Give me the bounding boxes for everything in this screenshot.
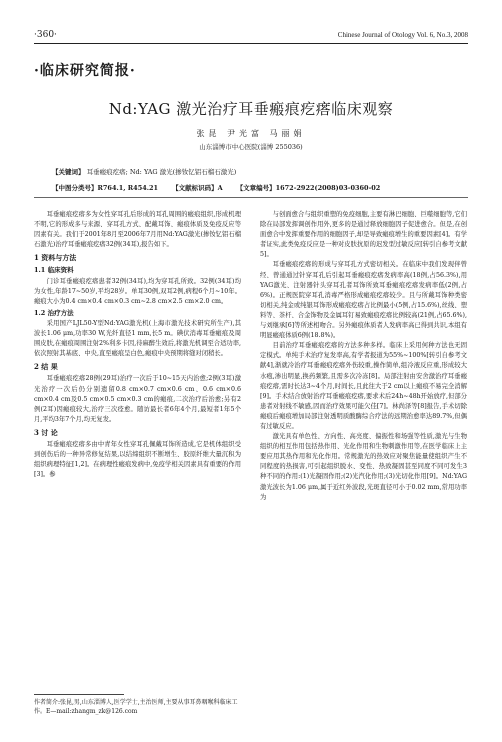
discussion-paragraph: 耳垂瘢痕疙瘩多由中青年女性穿耳孔佩戴耳饰所造成,它是机体组织受到创伤后的一种异常修复结果,以结缔组织不断增生、胶原纤维大量沉积为组织病理特征[1,2]。在病理性瘢痕发病中,免疫学相关因素具有重要的作用[3]。参 (34, 440, 241, 479)
article-value: 1672-2922(2008)03-0360-02 (275, 184, 381, 192)
header-rule (34, 43, 468, 44)
heading-clinical-data: 1.1 临床资料 (34, 266, 74, 275)
meta-rule (34, 197, 468, 198)
clc (52, 183, 158, 192)
page-number: ·360· (34, 30, 57, 40)
right-paragraph-2: 耳垂瘢痕疙瘩的形成与穿耳孔方式密切相关。在临床中我们发现伴曾经、曾通通过针穿耳孔后引起耳垂瘢痕疙瘩发病率高(18例,占56.3%),用YAG激光、注射器针头穿耳孔者耳饰所致耳垂瘢痕疙瘩发病率低(2例,占6%)。正规医院穿耳孔消毒严格形成瘢痕疙瘩较少。且与所戴耳饰种类密切相关,纯金或纯银耳饰形成瘢痕疙瘩占比例最小(5例,占15.6%),丝线、塑料等、茶杆、合金饰物及金属耳钉易致瘢痕疙瘩比例较高(21例,占65.6%),与刘继承[6]等所述相吻合。另外瘢痕体质者人发病率高已得到共识,本组有明显瘢痕体质6例(18.8%)。 (260, 261, 467, 340)
article-label: 【文章编号】 (236, 184, 276, 192)
keywords-line (52, 167, 468, 176)
results-paragraph: 耳垂瘢痕疙瘩28例(29耳)治疗一次后于10~15天内治愈;2例(3耳)激光治疗一次后仍分别遗留0.8 cm×0.7 cm×0.6 cm、0.6 cm×0.6 cm×0.4 cm及0.5 cm×0.5 cm×0.3 cm的瘢痕,二次治疗后治愈;另有2例(2耳)因瘢痕较大,治疗三次痊愈。随访最长者6年4个月,最短者1年5个月,平均3年7个月,均无复发。 (34, 375, 241, 423)
right-column (260, 210, 467, 503)
doc-code (172, 183, 223, 192)
clinical-data-paragraph: 门诊耳垂瘢痕疙瘩患者32例(34耳),均为穿耳孔所致。32例(34耳)均为女性,年龄17~50岁,平均28岁。单耳30例,双耳2例,病程6个月~10年。瘢痕大小为0.4 cm×0.4 cm×0.3 cm~2.8 cm×2.5 cm×2.0 cm。 (34, 277, 241, 305)
heading-results: 2 结 果 (34, 362, 58, 372)
article-title: Nd:YAG 激光治疗耳垂瘢痕疙瘩临床观察 (108, 100, 394, 118)
doc-label: 【文献标识码】 (172, 184, 218, 192)
section-tag: ·临床研究简报· (34, 63, 136, 79)
treatment-paragraph: 采用国产LJL50-Y型Nd:YAG激光机(上海市激光技术研究所生产),其波长1.06 μm,功率30 W,光纤直径1 mm,长5 m。碘伏消毒耳垂瘢痕及周围皮肤,在瘢痕周围注射2%利多卡因,待麻醉生效后,将激光机调至合适功率,依次照射其基底、中央,直至瘢痕呈白色,瘢痕中央预期将缝对闭稍长。 (34, 319, 241, 358)
classification-line (52, 183, 468, 192)
article-number (237, 183, 381, 192)
intro-paragraph: 耳垂瘢痕疙瘩多为女性穿耳孔后形成的耳孔周围的瘢痕组织,形成机理不明,它的形成多与来源、穿耳孔方式、配戴耳饰、瘢痕体质及免疫反应等因素有关。我们于2001年8月至2006年7月用Nd:YAG激光(掺钕钇铝石榴石激光)治疗耳垂瘢痕疙瘩32例(34耳),报告如下。 (34, 211, 241, 249)
heading-methods: 1 资料与方法 (34, 253, 77, 263)
right-paragraph-1: 与创面愈合与组织重塑的免疫细胞,主要有淋巴细胞、巨噬细胞等,它们除在局部发挥调创作用外,更多的是通过释放细胞因子促进愈合。但是,在创面愈合中发挥重要作用的细胞因子,却是导致瘢痕增生的重要因素[4]。有学者证实,此类免疫反应是一种对皮肤抗原的迟发型过敏反应[转引自参考文献5]。 (260, 211, 467, 259)
heading-treatment: 1.2 治疗方法 (34, 308, 74, 317)
authors: 张昆 尹光富 马丽娟 (196, 129, 306, 138)
affiliation: 山东淄博市中心医院(淄博 255036) (199, 143, 303, 151)
heading-discussion: 3 讨 论 (34, 427, 58, 437)
right-paragraph-4: 激光具有单色性、方向性、高亮度、偏振性和场强等性质,激光与生物组织的相互作用包括热作用、光化作用和生物刺激作用等,在医学临床上主要应用其热作用和光化作用。常规激光的热效应对聚焦能量使组织产生不同程度的热损害,可引起组织脱水、变性、热致凝固甚至同度不同可发生3种不同的作用:(1)光凝固作用;(2)光汽化作用;(3)光切化作用[9]。Nd:YAG激光波长为1.06 μm,属于近红外波段,光斑直径可小于0.02 mm,常用功率为 (260, 433, 467, 501)
footnote-rule (34, 694, 124, 695)
author-footnote: 作者简介:张昆,男,山东淄博人,医学学士,主治医师,主要从事耳鼻咽喉科临床工作。E—mail:zhangm_zk@126.com (34, 699, 238, 715)
keywords-label: 【关键词】 (52, 168, 85, 176)
clc-value: R764.1, R454.21 (97, 184, 159, 192)
left-column (34, 210, 241, 480)
keywords: 耳垂瘢痕疙瘩; Nd: YAG 激光(掺钕钇铝石榴石激光) (86, 168, 237, 176)
doc-value: A (217, 184, 223, 192)
clc-label: 【中图分类号】 (52, 184, 98, 192)
right-paragraph-3: 目前治疗耳垂瘢痕疙瘩的方法多种多样。临床上采用何种方法也无固定模式。单纯手术治疗复发率高,有学者报道为55%~100%[转引自参考文献4],渐就冷治疗耳垂瘢痕疙瘩外伤较重,操作简单,组冷液反应重,形成较大水疱,渗出明显,换药频繁,且需多次冷冻[8]。局部注射由安舍激治疗耳垂瘢痕疙瘩,需时长达3~4个月,时间长,且此往大于2 cm以上瘢痕不易完全消解[9]。手术结合放射治疗耳垂瘢痕疙瘩,要求术后24h~48h开始放疗,但部分患者对射线不敏感,因而治疗效果可能欠佳[7]。林尚泽等[8]报告,手术切除瘢痕后瘢痕增加局部注射透明质酸酶综合疗法的远期治愈率达89.7%,但偶有过敏反应。 (260, 342, 467, 430)
journal-header: Chinese Journal of Otology Vol. 6, No.3, 2008 (337, 31, 468, 39)
